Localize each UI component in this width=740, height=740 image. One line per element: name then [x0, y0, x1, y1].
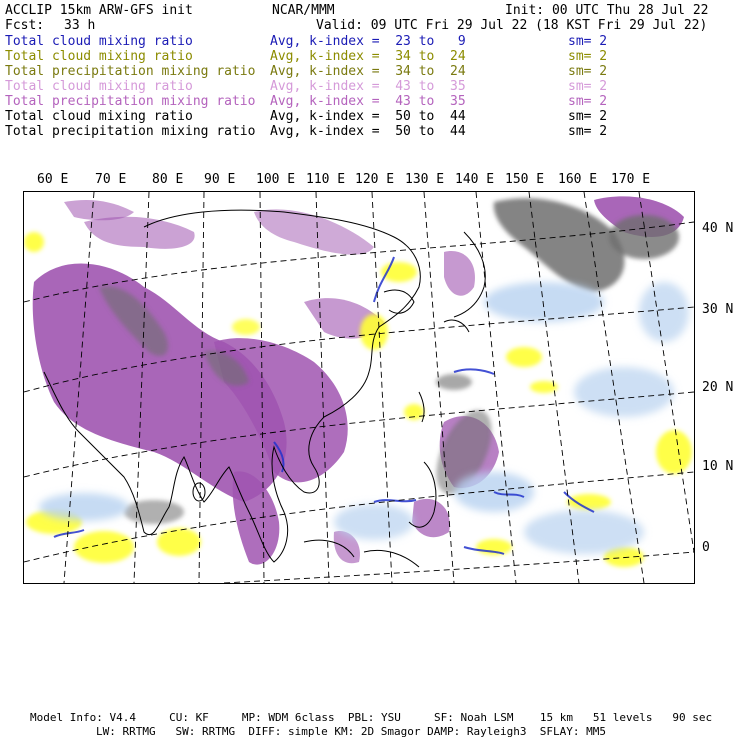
- field-avg-1: Avg, k-index = 23 to 9: [270, 34, 466, 49]
- field-name-4: Total cloud mixing ratio: [5, 79, 193, 94]
- lon-label: 100 E: [256, 172, 296, 187]
- field-avg-7: Avg, k-index = 50 to 44: [270, 124, 466, 139]
- lon-label: 160 E: [558, 172, 598, 187]
- lon-label: 170 E: [611, 172, 651, 187]
- field-name-3: Total precipitation mixing ratio: [5, 64, 256, 79]
- field-sm-1: sm= 2: [568, 34, 608, 49]
- lon-label: 120 E: [355, 172, 395, 187]
- field-name-6: Total cloud mixing ratio: [5, 109, 193, 124]
- field-avg-5: Avg, k-index = 43 to 35: [270, 94, 466, 109]
- lat-label: 30 N: [702, 302, 734, 317]
- field-name-2: Total cloud mixing ratio: [5, 49, 193, 64]
- center-name: NCAR/MMM: [272, 3, 335, 18]
- forecast-hours: 33 h: [64, 18, 96, 33]
- valid-time: Valid: 09 UTC Fri 29 Jul 22 (18 KST Fri 29 Jul 22): [316, 18, 708, 33]
- lon-label: 110 E: [306, 172, 346, 187]
- lon-label: 90 E: [204, 172, 236, 187]
- model-info-line2: LW: RRTMG SW: RRTMG DIFF: simple KM: 2D Smagor DAMP: Rayleigh3 SFLAY: MM5: [96, 725, 606, 738]
- init-time: Init: 00 UTC Thu 28 Jul 22: [505, 3, 709, 18]
- field-avg-4: Avg, k-index = 43 to 35: [270, 79, 466, 94]
- field-avg-6: Avg, k-index = 50 to 44: [270, 109, 466, 124]
- field-avg-3: Avg, k-index = 34 to 24: [270, 64, 466, 79]
- model-info-line1: Model Info: V4.4 CU: KF MP: WDM 6class PBL: YSU SF: Noah LSM 15 km 51 levels 90 sec: [30, 711, 713, 724]
- plot-title: ACCLIP 15km ARW-GFS init: [5, 3, 193, 18]
- field-sm-4: sm= 2: [568, 79, 608, 94]
- field-name-7: Total precipitation mixing ratio: [5, 124, 256, 139]
- field-sm-3: sm= 2: [568, 64, 608, 79]
- forecast-label: Fcst:: [5, 18, 45, 33]
- field-sm-6: sm= 2: [568, 109, 608, 124]
- field-avg-2: Avg, k-index = 34 to 24: [270, 49, 466, 64]
- lat-label: 40 N: [702, 221, 734, 236]
- field-sm-5: sm= 2: [568, 94, 608, 109]
- lon-label: 80 E: [152, 172, 184, 187]
- lat-label: 10 N: [702, 459, 734, 474]
- field-name-5: Total precipitation mixing ratio: [5, 94, 256, 109]
- lat-label: 0: [702, 540, 710, 555]
- lon-label: 70 E: [95, 172, 127, 187]
- lon-label: 60 E: [37, 172, 69, 187]
- lon-label: 150 E: [505, 172, 545, 187]
- field-sm-2: sm= 2: [568, 49, 608, 64]
- lat-label: 20 N: [702, 380, 734, 395]
- map-panel: [23, 191, 695, 584]
- field-sm-7: sm= 2: [568, 124, 608, 139]
- field-name-1: Total cloud mixing ratio: [5, 34, 193, 49]
- lon-label: 130 E: [405, 172, 445, 187]
- lon-label: 140 E: [455, 172, 495, 187]
- map-canvas: [24, 192, 694, 583]
